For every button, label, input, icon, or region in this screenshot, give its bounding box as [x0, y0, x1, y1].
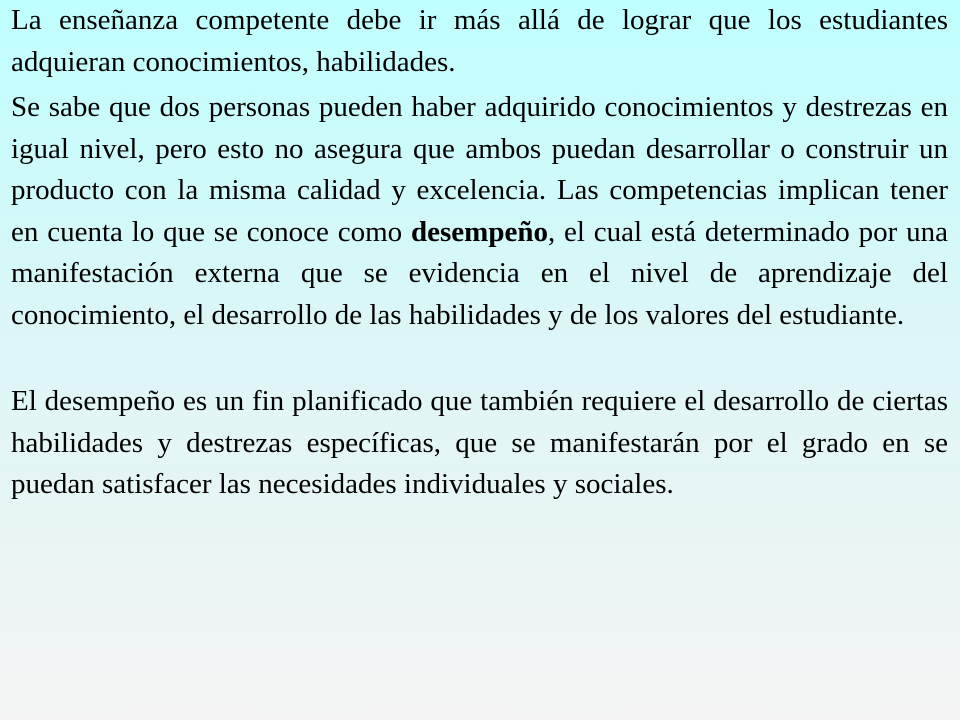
paragraph-intro-text: La enseñanza competente debe ir más allá de lograr que los estudiantes adquieran conocimientos, habilidades. [11, 4, 948, 78]
term-desempeno: desempeño [411, 215, 548, 248]
paragraph-intro [11, 0, 948, 83]
paragraph-performance-text: El desempeño es un fin planificado que también requiere el desarrollo de ciertas habilidades y destrezas específicas, que se manifestarán por el grado en se puedan satisfacer las necesidades individuales y sociales. [11, 385, 948, 500]
paragraph-performance [11, 381, 948, 506]
paragraph-competencies [11, 87, 948, 336]
paragraph-competencies-text-after: , el cual está determinado por una manifestación externa que se evidencia en el nivel de aprendizaje del conocimiento, el desarrollo de las habilidades y de los valores del estudiante. [11, 215, 948, 331]
paragraph-competencies-text-before: Se sabe que dos personas pueden haber adquirido conocimientos y destrezas en igual nivel, pero esto no asegura que ambos puedan desarrollar o construir un producto con la misma calidad y excelencia. Las competencias implican tener en cuenta lo que se conoce como [11, 91, 948, 248]
